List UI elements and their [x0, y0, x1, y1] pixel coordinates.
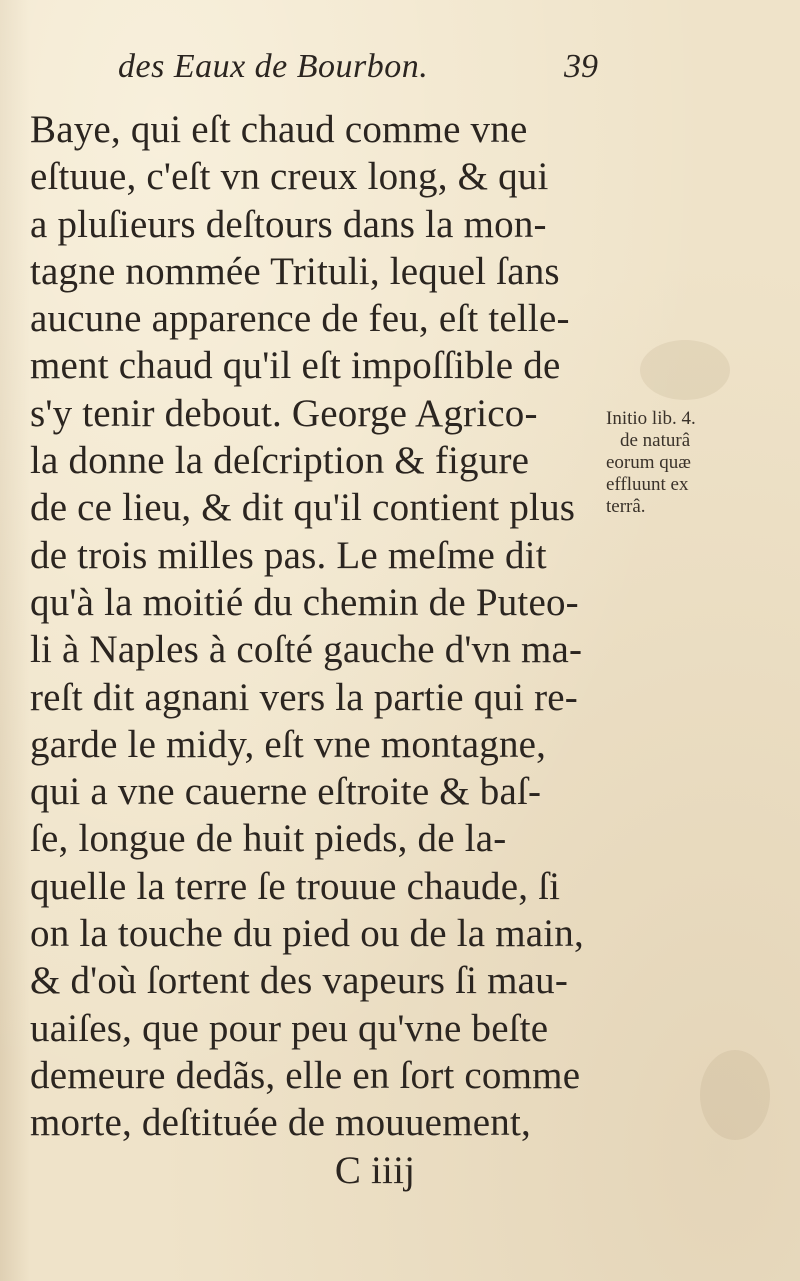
text-line: quelle la terre ſe trouue chaude, ſi	[30, 864, 561, 908]
text-line: tagne nommée Trituli, lequel ſans	[30, 249, 560, 293]
margin-note-line: terrâ.	[606, 496, 646, 517]
text-line: a pluſieurs deſtours dans la mon-	[30, 202, 547, 246]
margin-note-line: de naturâ	[620, 430, 691, 451]
text-line: morte, deſtituée de mouuement,	[30, 1101, 531, 1145]
text-line: li à Naples à coſté gauche d'vn ma-	[30, 628, 583, 672]
text-line: ſe, longue de huit pieds, de la-	[30, 817, 507, 861]
text-line: qu'à la moitié du chemin de Puteo-	[30, 580, 579, 624]
text-line: s'y tenir debout. George Agrico-	[30, 391, 538, 435]
text-line: demeure dedãs, elle en ſort comme	[30, 1053, 581, 1097]
text-line: Baye, qui eſt chaud comme vne	[30, 108, 528, 151]
page-number: 39	[564, 48, 598, 85]
text-line: reſt dit agnani vers la partie qui re-	[30, 675, 578, 719]
running-title: des Eaux de Bourbon.	[118, 48, 429, 85]
text-line: eſtuue, c'eſt vn creux long, & qui	[30, 155, 549, 199]
text-line: uaiſes, que pour peu qu'vne beſte	[30, 1006, 549, 1050]
text-line: on la touche du pied ou de la main,	[30, 912, 584, 956]
paper-stain	[700, 1050, 770, 1140]
text-line: la donne la deſcription & figure	[30, 439, 530, 483]
text-line: garde le midy, eſt vne montagne,	[30, 722, 547, 766]
running-head	[118, 48, 598, 104]
signature-mark: C iiij	[334, 1148, 416, 1192]
margin-note-line: effluunt ex	[606, 474, 689, 495]
text-line: aucune apparence de feu, eſt telle-	[30, 297, 570, 341]
text-line: qui a vne cauerne eſtroite & baſ-	[30, 770, 542, 814]
text-line: & d'où ſortent des vapeurs ſi mau-	[30, 959, 569, 1003]
text-line: ment chaud qu'il eſt impoſſible de	[30, 344, 561, 388]
body-text	[30, 106, 600, 1194]
paper-stain	[640, 340, 730, 400]
text-line: de ce lieu, & dit qu'il contient plus	[30, 486, 576, 530]
margin-note	[606, 408, 741, 518]
margin-note-line: eorum quæ	[606, 452, 691, 473]
text-line: de trois milles pas. Le meſme dit	[30, 533, 547, 577]
margin-note-line: Initio lib. 4.	[606, 408, 696, 429]
